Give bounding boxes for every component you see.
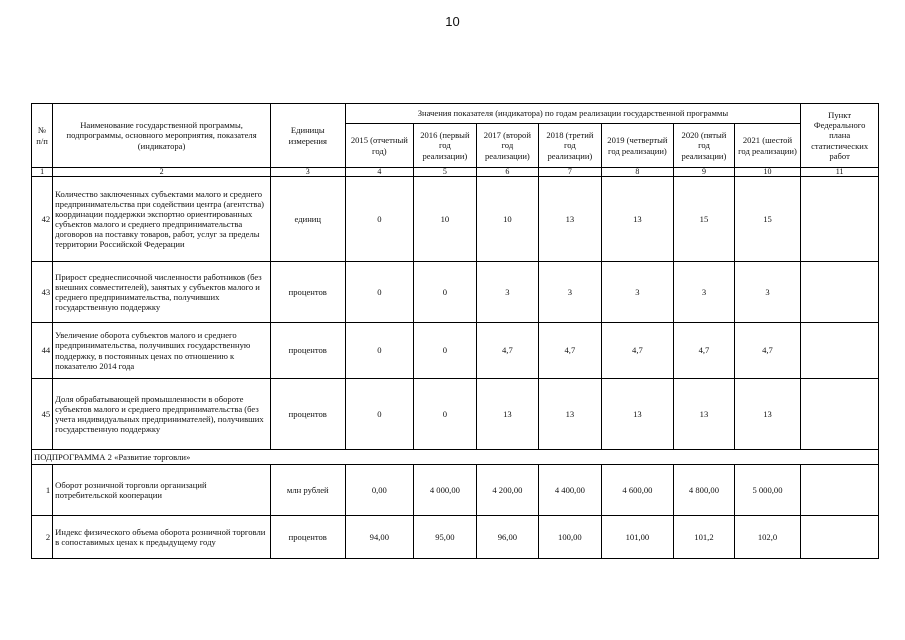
value-cell: 4,7	[601, 323, 674, 379]
value-cell: 101,00	[601, 516, 674, 559]
value-cell: 0	[414, 379, 477, 450]
value-cell: 13	[476, 379, 539, 450]
value-cell: 13	[601, 177, 674, 262]
value-cell: 13	[734, 379, 801, 450]
indicator-name: Доля обрабатывающей промышленности в обороте субъектов малого и среднего предпринимательства (без учета индивидуальных предпринимателей), получивших государственную поддержку	[53, 379, 271, 450]
value-cell: 0	[414, 262, 477, 323]
indicator-name: Оборот розничной торговли организаций потребительской кооперации	[53, 465, 271, 516]
value-cell: 0,00	[345, 465, 414, 516]
column-number: 9	[674, 168, 734, 177]
value-cell: 95,00	[414, 516, 477, 559]
value-cell: 101,2	[674, 516, 734, 559]
value-cell: 0	[345, 323, 414, 379]
row-number: 2	[32, 516, 53, 559]
table-row	[32, 262, 879, 323]
value-cell: 4 000,00	[414, 465, 477, 516]
row-number: 43	[32, 262, 53, 323]
unit-cell: процентов	[270, 379, 345, 450]
plan-cell	[801, 516, 879, 559]
header-plan: Пункт Федерального плана статистических работ	[801, 104, 879, 168]
plan-cell	[801, 262, 879, 323]
value-cell: 96,00	[476, 516, 539, 559]
value-cell: 5 000,00	[734, 465, 801, 516]
header-year: 2016 (первый год реализации)	[414, 124, 477, 168]
subprogram-row	[32, 450, 879, 465]
indicator-name: Прирост среднесписочной численности работников (без внешних совместителей), занятых у субъектов малого и среднего предпринимательства, получивших государственную поддержку	[53, 262, 271, 323]
header-year: 2018 (третий год реализации)	[539, 124, 602, 168]
header-values-group: Значения показателя (индикатора) по годам реализации государственной программы	[345, 104, 801, 124]
value-cell: 3	[539, 262, 602, 323]
value-cell: 100,00	[539, 516, 602, 559]
table-row	[32, 516, 879, 559]
subprogram-title: ПОДПРОГРАММА 2 «Развитие торговли»	[32, 450, 879, 465]
value-cell: 4,7	[734, 323, 801, 379]
column-number: 4	[345, 168, 414, 177]
header-no: № п/п	[32, 104, 53, 168]
value-cell: 0	[345, 177, 414, 262]
indicator-name: Количество заключенных субъектами малого и среднего предпринимательства при содействии центра (агентства) координации поддержки экспортно ориентированных субъектов малого и среднего предпринимательства договоров на поставку товаров, работ, услуг за пределы территории Российской Федерации	[53, 177, 271, 262]
value-cell: 15	[734, 177, 801, 262]
column-number: 3	[270, 168, 345, 177]
plan-cell	[801, 379, 879, 450]
value-cell: 0	[345, 379, 414, 450]
value-cell: 3	[601, 262, 674, 323]
value-cell: 4,7	[476, 323, 539, 379]
value-cell: 94,00	[345, 516, 414, 559]
unit-cell: процентов	[270, 516, 345, 559]
value-cell: 4 800,00	[674, 465, 734, 516]
column-number: 6	[476, 168, 539, 177]
column-number: 5	[414, 168, 477, 177]
row-number: 44	[32, 323, 53, 379]
value-cell: 4 200,00	[476, 465, 539, 516]
value-cell: 13	[539, 177, 602, 262]
value-cell: 13	[674, 379, 734, 450]
column-number: 11	[801, 168, 879, 177]
unit-cell: единиц	[270, 177, 345, 262]
indicator-name: Индекс физического объема оборота розничной торговли в сопоставимых ценах к предыдущему году	[53, 516, 271, 559]
header-name: Наименование государственной программы, подпрограммы, основного мероприятия, показателя (индикатора)	[53, 104, 271, 168]
unit-cell: процентов	[270, 262, 345, 323]
table-row	[32, 177, 879, 262]
value-cell: 0	[414, 323, 477, 379]
plan-cell	[801, 465, 879, 516]
value-cell: 10	[476, 177, 539, 262]
row-number: 45	[32, 379, 53, 450]
value-cell: 15	[674, 177, 734, 262]
table-row	[32, 465, 879, 516]
indicator-name: Увеличение оборота субъектов малого и среднего предпринимательства, получивших государственную поддержку, в постоянных ценах по отношению к показателю 2014 года	[53, 323, 271, 379]
unit-cell: млн рублей	[270, 465, 345, 516]
column-number: 7	[539, 168, 602, 177]
plan-cell	[801, 177, 879, 262]
column-number: 10	[734, 168, 801, 177]
value-cell: 0	[345, 262, 414, 323]
value-cell: 13	[539, 379, 602, 450]
value-cell: 102,0	[734, 516, 801, 559]
row-number: 42	[32, 177, 53, 262]
value-cell: 4,7	[674, 323, 734, 379]
column-number: 8	[601, 168, 674, 177]
header-year: 2017 (второй год реализации)	[476, 124, 539, 168]
value-cell: 3	[734, 262, 801, 323]
value-cell: 13	[601, 379, 674, 450]
header-year: 2015 (отчетный год)	[345, 124, 414, 168]
header-year: 2021 (шестой год реализации)	[734, 124, 801, 168]
column-number: 1	[32, 168, 53, 177]
value-cell: 10	[414, 177, 477, 262]
header-year: 2020 (пятый год реализации)	[674, 124, 734, 168]
column-number: 2	[53, 168, 271, 177]
unit-cell: процентов	[270, 323, 345, 379]
header-year: 2019 (четвертый год реализации)	[601, 124, 674, 168]
table-row	[32, 323, 879, 379]
row-number: 1	[32, 465, 53, 516]
value-cell: 4,7	[539, 323, 602, 379]
table-row	[32, 379, 879, 450]
value-cell: 3	[476, 262, 539, 323]
value-cell: 4 400,00	[539, 465, 602, 516]
value-cell: 3	[674, 262, 734, 323]
page-number: 10	[445, 14, 460, 29]
indicators-table	[31, 103, 879, 559]
header-unit: Единицы измерения	[270, 104, 345, 168]
value-cell: 4 600,00	[601, 465, 674, 516]
plan-cell	[801, 323, 879, 379]
